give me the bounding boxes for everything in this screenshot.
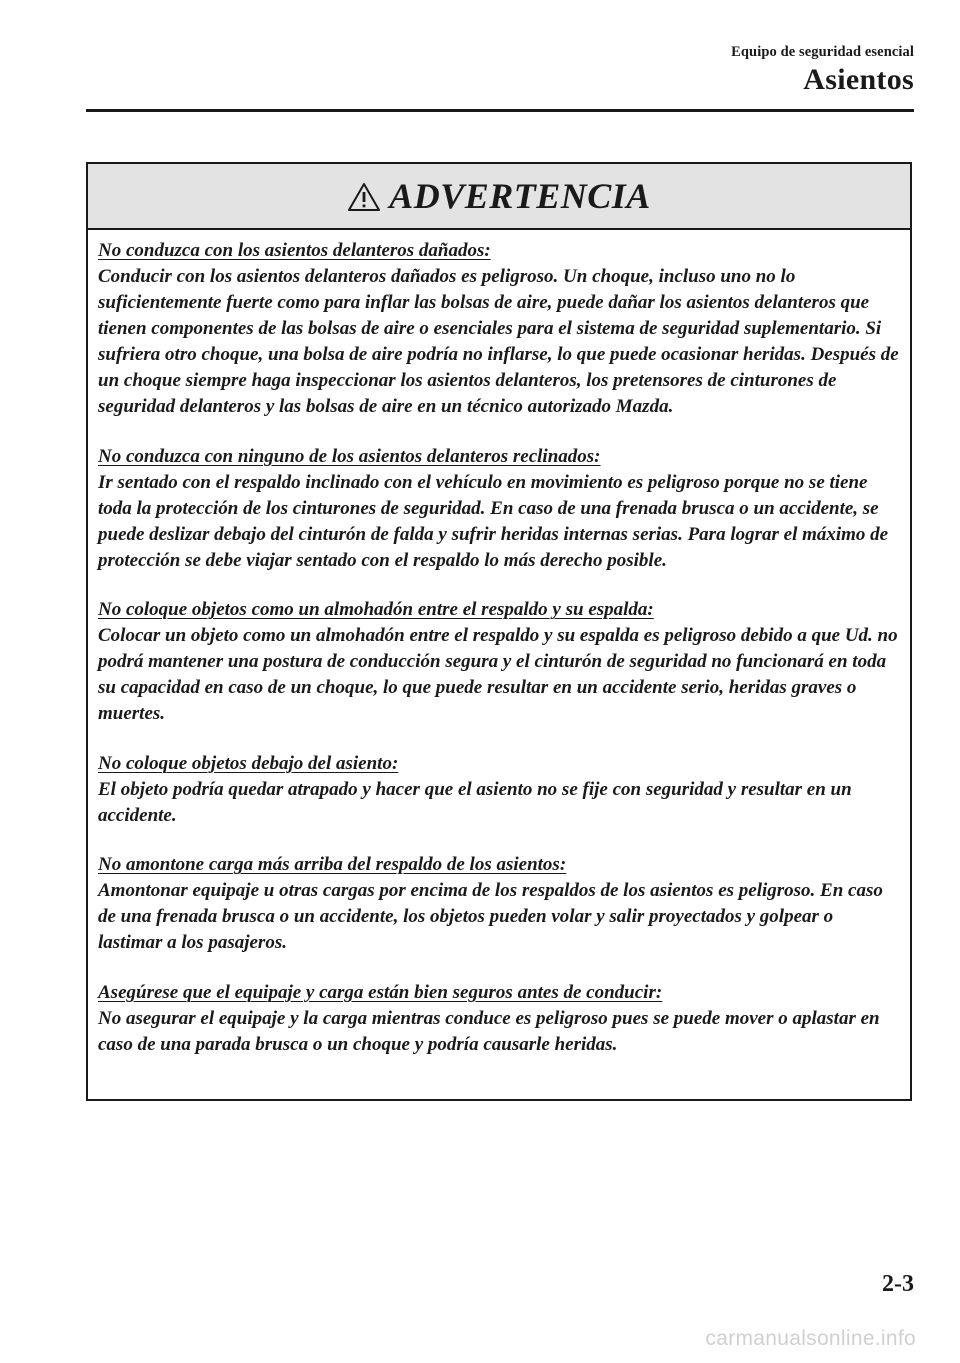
warning-item-heading: No coloque objetos como un almohadón entre el respaldo y su espalda: (98, 599, 654, 620)
warning-item-heading: No amontone carga más arriba del respaldo de los asientos: (98, 854, 567, 875)
section-label: Equipo de seguridad esencial (731, 44, 914, 60)
warning-item (98, 980, 900, 1058)
warning-item-text: No asegurar el equipaje y la carga mientras conduce es peligroso pues se puede mover o aplastar en caso de una parada brusca o un choque y podría causarle heridas. (98, 1007, 880, 1055)
warning-item-text: Ir sentado con el respaldo inclinado con el vehículo en movimiento es peligroso porque no se tiene toda la protección de los cinturones de seguridad. En caso de una frenada brusca o un accidente, se puede deslizar debajo del cinturón de falda y sufrir heridas internas serias. Para lograr el máximo de protección se debe viajar sentado con el respaldo lo más derecho posible. (98, 471, 889, 571)
chapter-title: Asientos (803, 63, 914, 96)
warning-item-heading: Asegúrese que el equipaje y carga están bien seguros antes de conducir: (98, 981, 663, 1003)
warning-header (88, 164, 910, 230)
page-header (731, 44, 914, 97)
warning-item-text: Colocar un objeto como un almohadón entre el respaldo y su espalda es peligroso debido a que Ud. no podrá mantener una postura de conducción segura y el cinturón de seguridad no funcionará en toda su capacidad en caso de un choque, lo que puede resultar en un accidente serio, heridas graves o muertes. (98, 625, 898, 724)
warning-item (98, 751, 900, 829)
warning-item (98, 444, 900, 574)
warning-item-heading: No conduzca con ninguno de los asientos delanteros reclinados: (98, 445, 601, 467)
warning-item-text: Conducir con los asientos delanteros dañados es peligroso. Un choque, incluso uno no lo suficientemente fuerte como para inflar las bolsas de aire, puede dañar los asientos delanteros que tienen componentes de las bolsas de aire o esenciales para el sistema de seguridad suplementario. Si sufriera otro choque, una bolsa de aire podría no inflarse, lo que puede ocasionar heridas. Después de un choque siempre haga inspeccionar los asientos delanteros, los pretensores de cinturones de seguridad delanteros y las bolsas de aire en un técnico autorizado Mazda. (98, 266, 899, 417)
page-number: 2-3 (882, 1271, 914, 1297)
warning-item-text: El objeto podría quedar atrapado y hacer que el asiento no se fije con seguridad y resultar en un accidente. (98, 778, 852, 826)
warning-item-text: Amontonar equipaje u otras cargas por encima de los respaldos de los asientos es peligroso. En caso de una frenada brusca o un accidente, los objetos pueden volar y salir proyectados y golpear o lastimar a los pasajeros. (98, 880, 883, 953)
warning-item (98, 238, 900, 420)
warning-triangle-icon (347, 182, 381, 212)
warning-box (86, 162, 912, 1101)
warning-body (88, 230, 910, 1058)
header-divider (86, 109, 914, 112)
warning-item-heading: No coloque objetos debajo del asiento: (98, 752, 399, 774)
warning-item-heading: No conduzca con los asientos delanteros dañados: (98, 240, 491, 261)
warning-title: ADVERTENCIA (389, 176, 651, 216)
warning-item (98, 852, 900, 956)
watermark: carmanualsonline.info (705, 1327, 916, 1350)
warning-item (98, 597, 900, 727)
